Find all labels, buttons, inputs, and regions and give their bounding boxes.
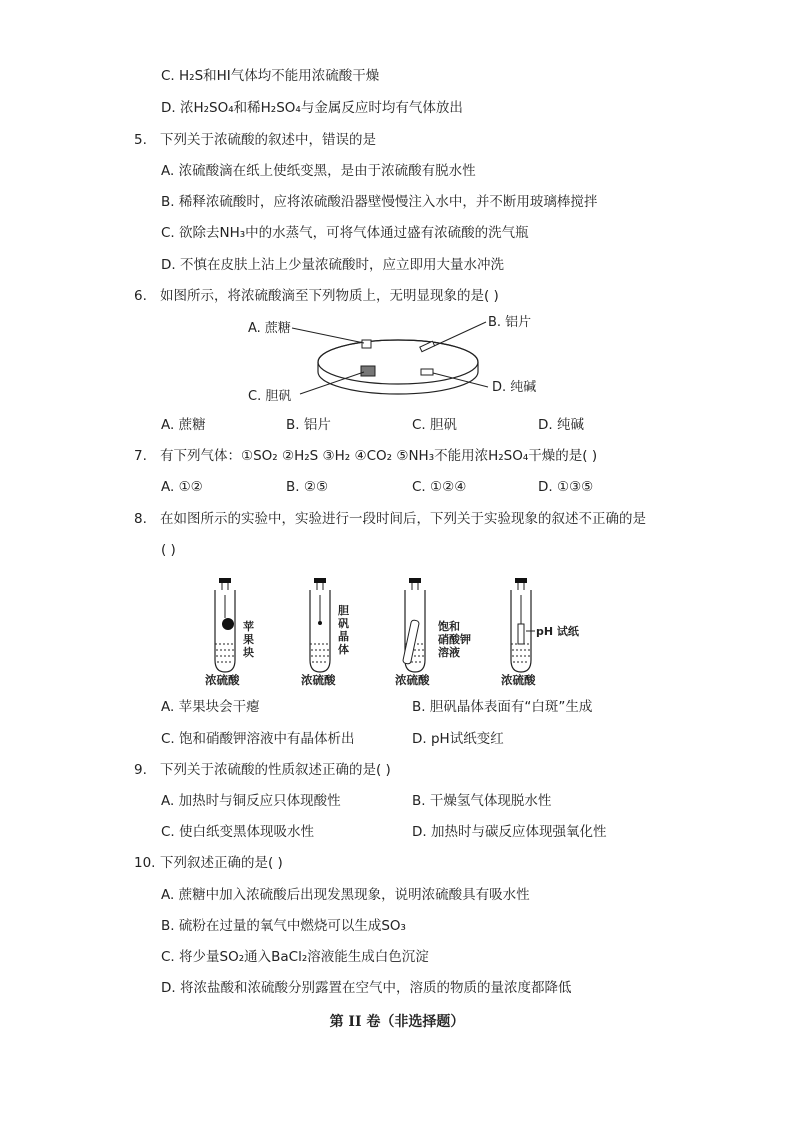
q9-option-c: C. 使白纸变黑体现吸水性	[161, 824, 315, 840]
q8-option-b: B. 胆矾晶体表面有“白斑”生成	[412, 699, 593, 715]
question-stem: 下列叙述正确的是( )	[160, 855, 283, 871]
q5-option-c: C. 欲除去NH₃中的水蒸气，可将气体通过盛有浓硫酸的洗气瓶	[161, 225, 529, 241]
q7-option-c: C. ①②④	[412, 479, 467, 495]
q6-option-c: C. 胆矾	[412, 417, 458, 433]
q8-option-d: D. pH试纸变红	[412, 731, 504, 747]
question-stem: 如图所示，将浓硫酸滴至下列物质上，无明显现象的是( )	[160, 288, 499, 304]
question-number: 7.	[134, 448, 147, 464]
tube-bottom-label: 浓硫酸	[205, 673, 240, 687]
q6-option-a: A. 蔗糖	[161, 417, 206, 433]
bluestone-crystal	[318, 621, 322, 625]
question-5	[134, 131, 376, 149]
q10-option-b: B. 硫粉在过量的氧气中燃烧可以生成SO₃	[161, 918, 406, 934]
tube-label-kno3: 饱和硝酸钾溶液	[438, 620, 471, 659]
test-tubes-figure	[195, 578, 615, 690]
q8-stem-paren: ( )	[161, 542, 176, 558]
q5-option-d: D. 不慎在皮肤上沾上少量浓硫酸时，应立即用大量水冲洗	[161, 257, 504, 273]
q8-option-a: A. 苹果块会干瘪	[161, 699, 260, 715]
tube-label-apple: 苹果块	[243, 620, 254, 659]
question-stem: 下列关于浓硫酸的叙述中，错误的是	[160, 132, 376, 148]
q9-option-d: D. 加热时与碳反应体现强氧化性	[412, 824, 607, 840]
q5-option-a: A. 浓硫酸滴在纸上使纸变黑，是由于浓硫酸有脱水性	[161, 163, 476, 179]
q10-option-c: C. 将少量SO₂通入BaCl₂溶液能生成白色沉淀	[161, 949, 429, 965]
q5-option-b: B. 稀释浓硫酸时，应将浓硫酸沿器壁慢慢注入水中，并不断用玻璃棒搅拌	[161, 194, 598, 210]
apple-block	[222, 618, 234, 630]
question-stem: 在如图所示的实验中，实验进行一段时间后，下列关于实验现象的叙述不正确的是	[160, 511, 646, 527]
q6-option-d: D. 纯碱	[538, 417, 584, 433]
question-stem: 下列关于浓硫酸的性质叙述正确的是( )	[160, 762, 391, 778]
question-number: 9.	[134, 762, 147, 778]
question-stem: 有下列气体：①SO₂ ②H₂S ③H₂ ④CO₂ ⑤NH₃不能用浓H₂SO₄干燥的是( )	[160, 448, 598, 464]
petri-dish-figure	[240, 310, 560, 408]
tube-bottom-label: 浓硫酸	[501, 673, 536, 687]
tube-label-ph: pH 试纸	[536, 625, 579, 638]
q10-option-d: D. 将浓盐酸和浓硫酸分别露置在空气中，溶质的物质的量浓度都降低	[161, 980, 572, 996]
tube-bottom-label: 浓硫酸	[395, 673, 430, 687]
q7-option-d: D. ①③⑤	[538, 479, 594, 495]
figure-label-d: D. 纯碱	[492, 380, 537, 395]
q7-option-b: B. ②⑤	[286, 479, 329, 495]
figure-label-c: C. 胆矾	[248, 389, 292, 404]
ph-paper	[518, 624, 524, 644]
question-number: 10.	[134, 855, 156, 871]
question-8	[134, 510, 646, 528]
question-9	[134, 761, 391, 779]
figure-label-a: A. 蔗糖	[248, 321, 291, 336]
q6-option-b: B. 铝片	[286, 417, 331, 433]
tube-label-bluestone: 胆矾晶体	[338, 604, 349, 656]
sucrose-sample	[362, 340, 371, 348]
q9-option-b: B. 干燥氢气体现脱水性	[412, 793, 552, 809]
question-6	[134, 287, 499, 305]
question-number: 5.	[134, 132, 147, 148]
option-d: D. 浓H₂SO₄和稀H₂SO₄与金属反应时均有气体放出	[161, 100, 463, 116]
figure-label-b: B. 铝片	[488, 315, 532, 330]
q7-option-a: A. ①②	[161, 479, 203, 495]
q9-option-a: A. 加热时与铜反应只体现酸性	[161, 793, 341, 809]
question-number: 8.	[134, 511, 147, 527]
bluestone-sample	[361, 366, 375, 376]
question-7	[134, 447, 597, 465]
question-number: 6.	[134, 288, 147, 304]
tube-bottom-label: 浓硫酸	[301, 673, 336, 687]
section-title: 第 II 卷（非选择题）	[329, 1014, 465, 1030]
q8-option-c: C. 饱和硝酸钾溶液中有晶体析出	[161, 731, 355, 747]
option-c: C. H₂S和HI气体均不能用浓硫酸干燥	[161, 68, 380, 84]
soda-sample	[421, 369, 433, 375]
question-10	[134, 854, 283, 872]
q10-option-a: A. 蔗糖中加入浓硫酸后出现发黑现象，说明浓硫酸具有吸水性	[161, 887, 530, 903]
